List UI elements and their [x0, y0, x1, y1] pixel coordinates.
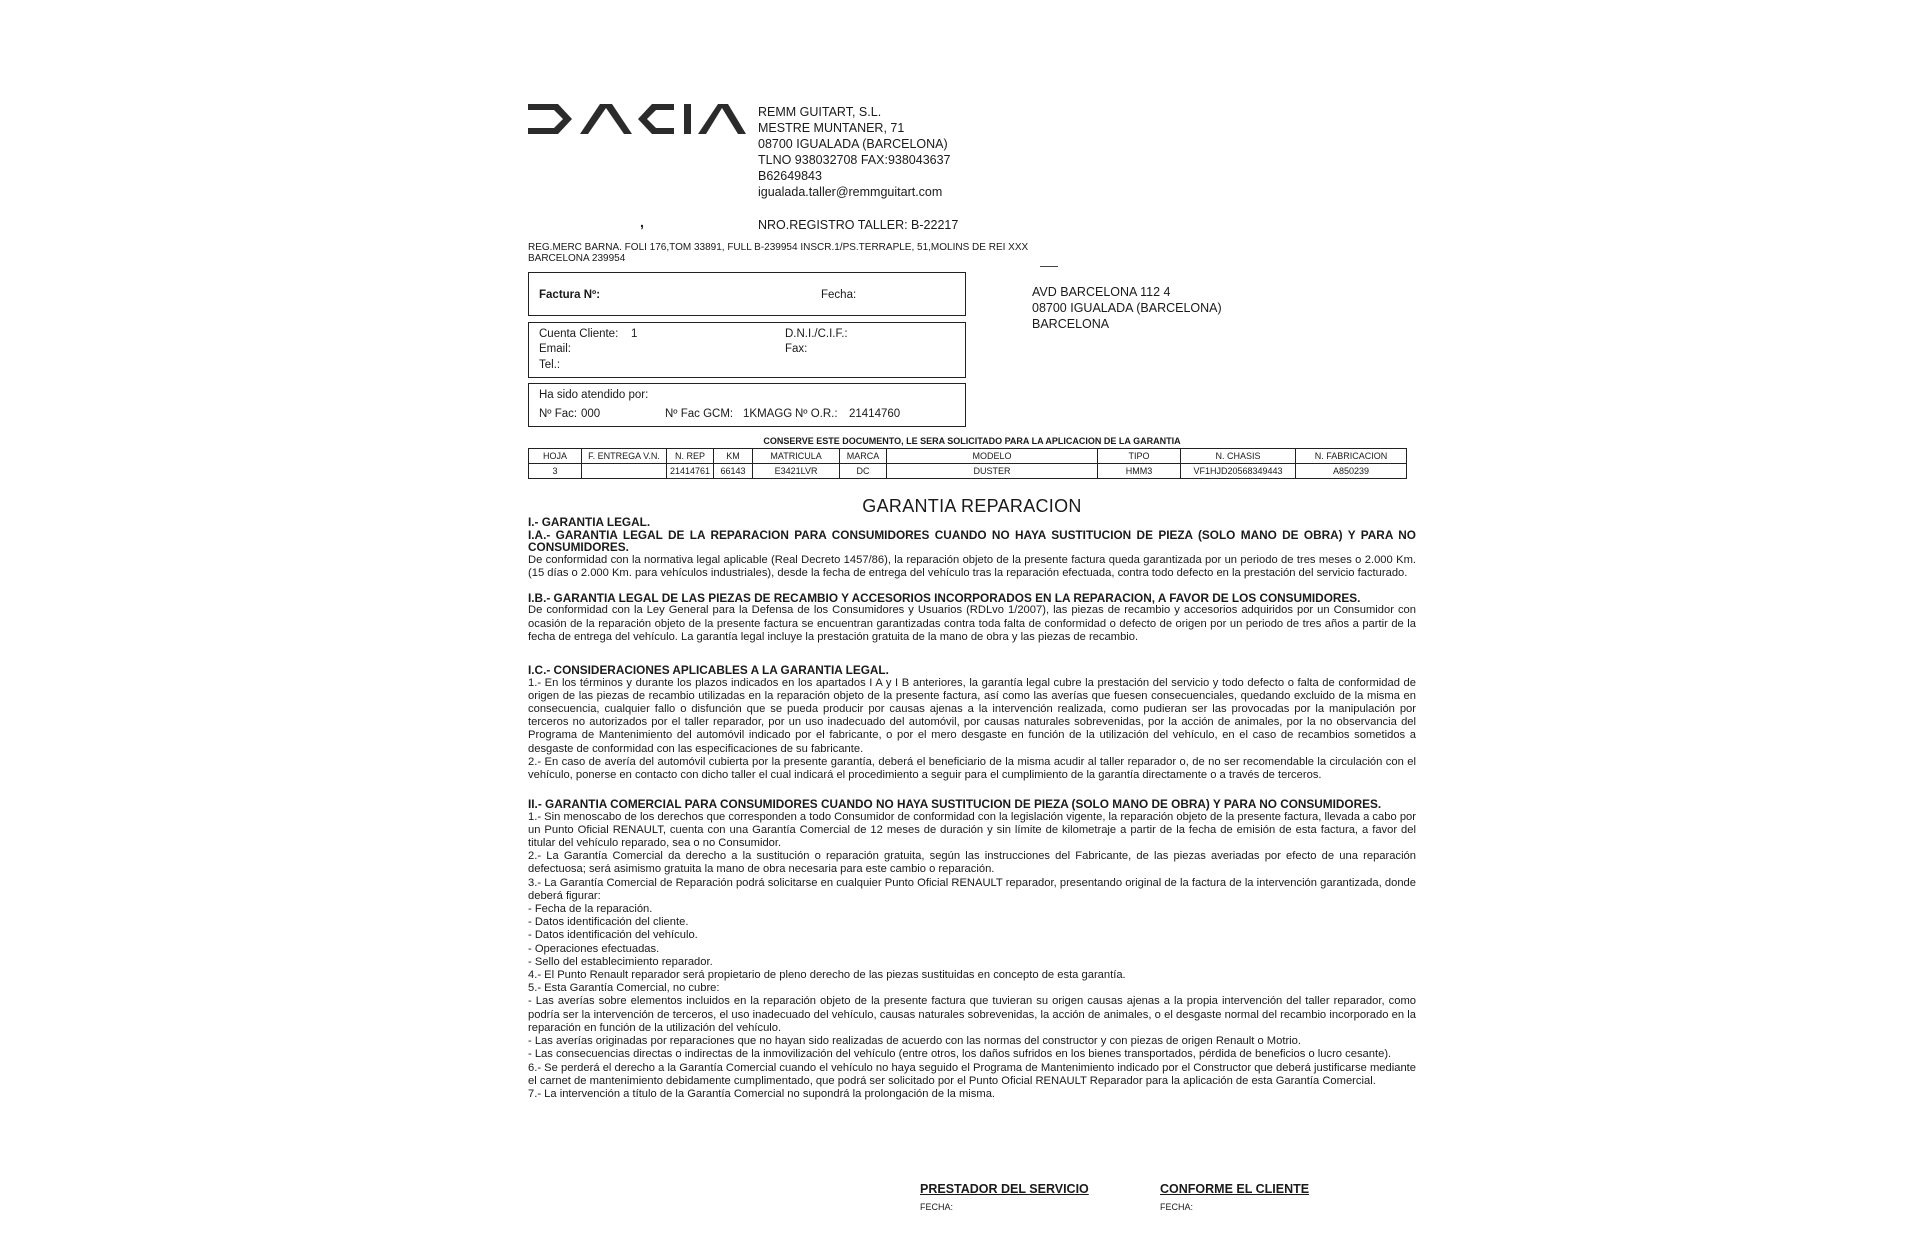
paragraph: De conformidad con la normativa legal aplicable (Real Decreto 1457/86), la reparación objeto de la presente factura queda garantizada por un periodo de tres meses o 2.000 Km. (15 días o 2.000 Km. para vehículos industriales), desde la fecha de entrega del vehículo tras la reparación efectuada, contra todo defecto en la prestación del servicio facturado.: [528, 553, 1416, 579]
company-name: REMM GUITART, S.L.: [758, 105, 882, 119]
table-cell: 66143: [714, 464, 753, 479]
section-heading: I.C.- CONSIDERACIONES APLICABLES A LA GARANTIA LEGAL.: [528, 663, 889, 678]
stray-mark: ,: [640, 214, 644, 230]
table-header-row: [529, 449, 1407, 464]
conserve-notice: CONSERVE ESTE DOCUMENTO, LE SERA SOLICITADO PARA LA APLICACION DE LA GARANTIA: [763, 436, 1181, 446]
nfac-value: 000: [581, 408, 601, 420]
column-header: F. ENTREGA V.N.: [582, 449, 667, 464]
list-item: - Datos identificación del cliente.: [528, 916, 689, 929]
attended-box: [528, 383, 966, 427]
warranty-text: [528, 516, 1416, 1101]
invoice-box: [528, 272, 966, 316]
table-cell: 3: [529, 464, 582, 479]
table-cell: E3421LVR: [753, 464, 840, 479]
paragraph: 5.- Esta Garantía Comercial, no cubre:: [528, 982, 720, 995]
company-cif: B62649843: [758, 169, 822, 183]
gcm-label: Nº Fac GCM:: [665, 408, 734, 420]
company-city: 08700 IGUALADA (BARCELONA): [758, 137, 948, 151]
fax-label: Fax:: [785, 343, 808, 355]
paragraph: 4.- El Punto Renault reparador será propietario de pleno derecho de las piezas sustituidas en concepto de esta garantía.: [528, 969, 1126, 982]
tel-label: Tel.:: [539, 359, 561, 371]
client-address: [1032, 284, 1222, 332]
factura-label: Factura Nº:: [539, 289, 601, 301]
column-header: MODELO: [887, 449, 1098, 464]
paragraph: 3.- La Garantía Comercial de Reparación podrá solicitarse en cualquier Punto Oficial RENAULT reparador, presentando original de la factura de la intervención garantizada, donde deberá figurar:: [528, 876, 1416, 902]
cuenta-value: 1: [631, 328, 638, 340]
column-header: N. REP: [667, 449, 714, 464]
paragraph: 2.- En caso de avería del automóvil cubierta por la presente garantía, deberá el beneficiario de la misma acudir al taller reparador o, de no ser recomendable la circulación con el vehículo, ponerse en contacto con dicho taller el cual indicará el procedimiento a seguir para el cumplimiento de la garantía directamente o a través de terceros.: [528, 755, 1416, 781]
table-cell: DC: [840, 464, 887, 479]
column-header: MARCA: [840, 449, 887, 464]
list-item: - Sello del establecimiento reparador.: [528, 955, 713, 968]
dacia-logo: [528, 104, 746, 134]
email-label: Email:: [539, 343, 571, 355]
table-row: [529, 464, 1407, 479]
table-cell: VF1HJD20568349443: [1181, 464, 1296, 479]
gcm-value: 1KMAGG: [743, 408, 793, 420]
list-item: - Datos identificación del vehículo.: [528, 929, 698, 942]
fecha-label: Fecha:: [821, 289, 857, 301]
company-email: igualada.taller@remmguitart.com: [758, 185, 943, 199]
section-heading: I.A.- GARANTIA LEGAL DE LA REPARACION PARA CONSUMIDORES CUANDO NO HAYA SUSTITUCION DE PIEZA (SOLO MANO DE OBRA) Y PARA NO CONSUMIDORES.: [528, 527, 1416, 554]
atendido-label: Ha sido atendido por:: [539, 389, 649, 401]
address-line: 08700 IGUALADA (BARCELONA): [1032, 301, 1222, 315]
table-cell: 21414761: [667, 464, 714, 479]
vehicle-table: [528, 448, 1407, 479]
paragraph: 1.- Sin menoscabo de los derechos que corresponden a todo Consumidor de conformidad con la legislación vigente, la reparación objeto de la presente factura, llevada a cabo por un Punto Oficial RENAULT, cuenta con una Garantía Comercial de 12 meses de duración y sin límite de kilometraje a partir de la fecha de emisión de esta factura, a favor del titular del vehículo reparado, sea o no Consumidor.: [528, 810, 1416, 850]
signature-date-provider: FECHA:: [920, 1202, 954, 1212]
client-box: [528, 322, 966, 378]
divider: [1040, 266, 1058, 267]
section-heading: I.- GARANTIA LEGAL.: [528, 515, 651, 529]
table-cell: DUSTER: [887, 464, 1098, 479]
address-line: BARCELONA: [1032, 317, 1110, 331]
paragraph: 7.- La intervención a título de la Garantía Comercial no supondrá la prolongación de la misma.: [528, 1087, 996, 1100]
paragraph: De conformidad con la Ley General para la Defensa de los Consumidores y Usuarios (RDLvo 1/2007), las piezas de recambio y accesorios adquiridos por un Consumidor con ocasión de la reparación objeto de la presente factura se encuentran garantizadas contra toda falta de conformidad o defecto de origen por un periodo de tres años a partir de la fecha de entrega del vehículo. La garantía legal incluye la prestación gratuita de la mano de obra y las piezas de recambio.: [528, 604, 1416, 643]
table-cell: [582, 464, 667, 479]
company-phone: TLNO 938032708 FAX:938043637: [758, 153, 951, 167]
address-line: AVD BARCELONA 112 4: [1032, 285, 1171, 299]
paragraph: - Las consecuencias directas o indirectas de la inmovilización del vehículo (entre otros, los daños sufridos en los bienes transportados, pérdida de beneficios o lucro cesante).: [528, 1048, 1392, 1061]
table-cell: A850239: [1296, 464, 1407, 479]
document-title: GARANTIA REPARACION: [862, 496, 1082, 516]
column-header: KM: [714, 449, 753, 464]
paragraph: 2.- La Garantía Comercial da derecho a la sustitución o reparación gratuita, según las instrucciones del Fabricante, de las piezas averiadas por efecto de una reparación defectuosa; será asimismo gratuita la mano de obra necesaria para este cambio o reparación.: [528, 850, 1416, 876]
company-info: [758, 104, 951, 200]
section-heading: II.- GARANTIA COMERCIAL PARA CONSUMIDORES CUANDO NO HAYA SUSTITUCION DE PIEZA (SOLO MANO DE OBRA) Y PARA NO CONSUMIDORES.: [528, 797, 1382, 812]
paragraph: 1.- En los términos y durante los plazos indicados en los apartados I A y I B anteriores, la garantía legal cubre la prestación del servicio y todo defecto o falta de conformidad de origen de las piezas de recambio utilizadas en la reparación objeto de la presente factura, así como las averías que fuesen consecuenciales, quedando excluido de la misma en consecuencia, cualquier fallo o disfunción que se pueda producir por causas ajenas a la intervención realizada, como pudieran ser las provocadas por la manipulación por terceros no autorizados por el taller reparador, por un uso inadecuado del automóvil, por causas naturales sobrevenidas, por la acción de animales, por la no observancia del Programa de Mantenimiento del automóvil indicado por el fabricante, o por el mero desgaste en función de la utilización del vehículo, en el caso de recambios sometidos a desgaste de conformidad con las especificaciones de su fabricante.: [528, 676, 1416, 755]
column-header: TIPO: [1098, 449, 1181, 464]
or-label: Nº O.R.:: [795, 408, 838, 420]
column-header: N. CHASIS: [1181, 449, 1296, 464]
column-header: N. FABRICACION: [1296, 449, 1407, 464]
paragraph: 6.- Se perderá el derecho a la Garantía Comercial cuando el vehículo no haya seguido el Programa de Mantenimiento indicado por el Constructor que deberá justificarse mediante el carnet de mantenimiento debidamente cumplimentado, que podrá ser solicitado por el Punto Oficial RENAULT Reparador para la aplicación de esta Garantía Comercial.: [528, 1061, 1416, 1087]
signature-date-client: FECHA:: [1160, 1202, 1194, 1212]
section-heading: I.B.- GARANTIA LEGAL DE LAS PIEZAS DE RECAMBIO Y ACCESORIOS INCORPORADOS EN LA REPARACION, A FAVOR DE LOS CONSUMIDORES.: [528, 590, 1361, 605]
table-cell: HMM3: [1098, 464, 1181, 479]
cuenta-label: Cuenta Cliente:: [539, 328, 619, 340]
list-item: - Fecha de la reparación.: [528, 903, 653, 916]
column-header: MATRICULA: [753, 449, 840, 464]
or-value: 21414760: [849, 408, 901, 420]
signature-client: CONFORME EL CLIENTE: [1160, 1182, 1310, 1196]
column-header: HOJA: [529, 449, 582, 464]
company-street: MESTRE MUNTANER, 71: [758, 121, 905, 135]
paragraph: - Las averías sobre elementos incluidos en la reparación objeto de la presente factura que tuvieran su origen causas ajenas a la propia intervención del taller reparador, como podría ser la intervención de terceros, el uso inadecuado del vehículo, causas naturales sobrevenidas, la acción de animales, o el desgaste normal del recambio incorporado en la reparación en función de la utilización del vehículo.: [528, 995, 1416, 1034]
signature-provider: PRESTADOR DEL SERVICIO: [920, 1182, 1089, 1196]
dni-label: D.N.I./C.I.F.:: [785, 328, 848, 340]
list-item: - Operaciones efectuadas.: [528, 942, 660, 955]
registro-taller: NRO.REGISTRO TALLER: B-22217: [758, 218, 959, 232]
nfac-label: Nº Fac:: [539, 408, 578, 420]
paragraph: - Las averías originadas por reparaciones que no hayan sido realizadas de acuerdo con las normas del constructor y con piezas de origen Renault o Motrio.: [528, 1035, 1302, 1048]
registro-mercantil: REG.MERC BARNA. FOLI 176,TOM 33891, FULL B-239954 INSCR.1/PS.TERRAPLE, 51,MOLINS DE REI XXX BARCELONA 239954: [528, 242, 1029, 264]
